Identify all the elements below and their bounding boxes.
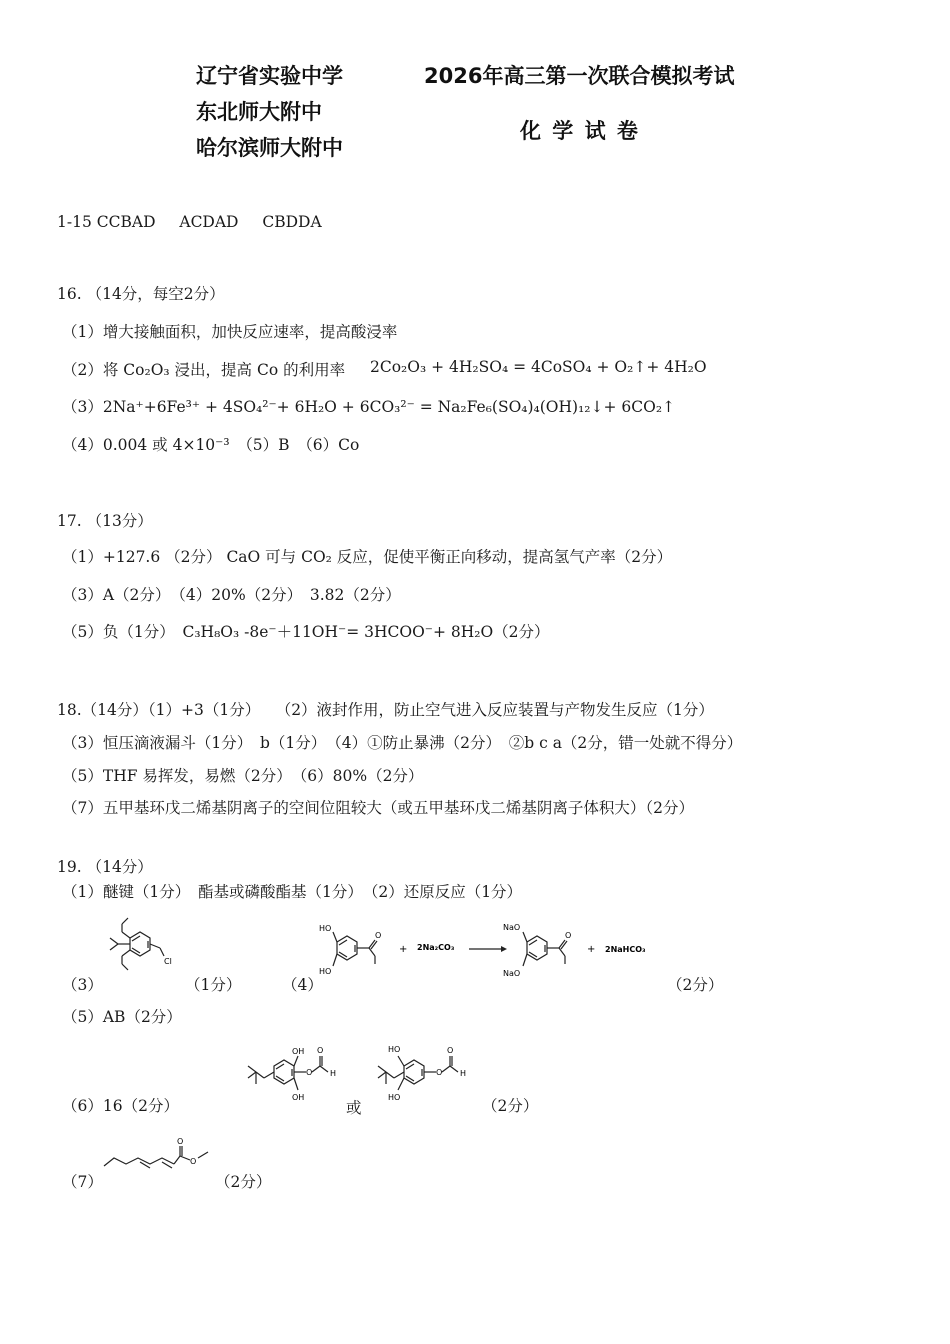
q19-line-1: （1）醚键（1分） 酯基或磷酸酯基（1分） （2）还原反应（1分） bbox=[62, 883, 523, 901]
q19-4-label: （4） bbox=[282, 976, 323, 994]
q18-line-2: （3）恒压滴液漏斗（1分） b（1分） （4）①防止暴沸（2分） ②b c a（2分，错一处就不得分） bbox=[62, 734, 743, 752]
q19-4-reaction bbox=[315, 916, 665, 990]
q19-6-structure-a bbox=[228, 1038, 348, 1113]
q19-4-reagent-nahco3: 2NaHCO₃ bbox=[605, 945, 646, 954]
q17-line-3: （5）负（1分） C₃H₈O₃ -8e⁻＋11OH⁻= 3HCOO⁻+ 8H₂O（2分） bbox=[62, 623, 550, 641]
q18-line-1: 18.（14分）（1）+3（1分） （2）液封作用，防止空气进入反应装置与产物发生反应（1分） bbox=[57, 701, 714, 719]
q19-5: （5）AB（2分） bbox=[62, 1008, 182, 1026]
q19-7-o-ester: O bbox=[190, 1157, 197, 1166]
q17-line-2: （3）A（2分） （4）20%（2分） 3.82（2分） bbox=[62, 586, 401, 604]
q19-3-score: （1分） bbox=[185, 976, 242, 994]
mc-label: 1-15 bbox=[57, 213, 92, 231]
q19-3-cl-label: Cl bbox=[164, 957, 172, 966]
q19-6b-h: H bbox=[460, 1069, 467, 1078]
q19-6b-ho-bottom: HO bbox=[388, 1093, 401, 1102]
q17-line-1: （1）+127.6 （2分） CaO 可与 CO₂ 反应，促使平衡正向移动，提高氢气产率（2分） bbox=[62, 548, 673, 566]
q18-line-4: （7）五甲基环戊二烯基阴离子的空间位阻较大（或五甲基环戊二烯基阴离子体积大）（2分） bbox=[62, 799, 694, 817]
q19-4-score: （2分） bbox=[667, 976, 724, 994]
q19-4-plus-2: + bbox=[587, 944, 596, 955]
q19-6b-o-link: O bbox=[436, 1068, 443, 1077]
q19-6b-ho-top: HO bbox=[388, 1045, 401, 1054]
q19-7-o-carbonyl: O bbox=[177, 1137, 184, 1146]
q16-line-1: （1）增大接触面积，加快反应速率，提高酸浸率 bbox=[62, 323, 398, 341]
q19-7-score: （2分） bbox=[215, 1173, 272, 1191]
q19-6-label: （6）16（2分） bbox=[62, 1097, 179, 1115]
q19-6a-h: H bbox=[330, 1069, 337, 1078]
q19-6a-oh-bottom: OH bbox=[292, 1093, 305, 1102]
q19-4-reactant-ho-top: HO bbox=[319, 924, 332, 933]
q19-6-or: 或 bbox=[346, 1099, 362, 1117]
q19-4-reagent-na2co3: 2Na₂CO₃ bbox=[417, 943, 455, 952]
q19-6-structure-b bbox=[362, 1038, 482, 1113]
q19-6a-o-carbonyl: O bbox=[317, 1046, 324, 1055]
q19-7-label: （7） bbox=[62, 1173, 103, 1191]
q19-4-product-o: O bbox=[565, 931, 572, 940]
q19-6a-oh-top: OH bbox=[292, 1047, 305, 1056]
q19-4-product-nao-bottom: NaO bbox=[503, 969, 521, 978]
q19-6a-o-link: O bbox=[306, 1068, 313, 1077]
q19-7-structure bbox=[100, 1134, 215, 1182]
q16-line-3: （3）2Na⁺+6Fe³⁺ + 4SO₄²⁻+ 6H₂O + 6CO₃²⁻ = Na₂Fe₆(SO₄)₄(OH)₁₂↓+ 6CO₂↑ bbox=[62, 398, 676, 416]
q19-3-structure bbox=[92, 912, 182, 992]
q19-6-score: （2分） bbox=[482, 1097, 539, 1115]
q19-4-reactant-ho-bottom: HO bbox=[319, 967, 332, 976]
school-3: 哈尔滨师大附中 bbox=[196, 136, 343, 160]
mc-group-1: CCBAD bbox=[96, 213, 156, 231]
q16-line-2b: 2Co₂O₃ + 4H₂SO₄ = 4CoSO₄ + O₂↑+ 4H₂O bbox=[370, 358, 707, 376]
mc-group-3: CBDDA bbox=[262, 213, 322, 231]
school-2: 东北师大附中 bbox=[196, 100, 322, 124]
q19-heading: 19. （14分） bbox=[57, 858, 153, 876]
q19-4-plus-1: + bbox=[399, 944, 408, 955]
q19-3-label: （3） bbox=[62, 976, 103, 994]
q16-line-2a: （2）将 Co₂O₃ 浸出，提高 Co 的利用率 bbox=[62, 361, 346, 379]
q17-heading: 17. （13分） bbox=[57, 512, 153, 530]
q16-line-4: （4）0.004 或 4×10⁻³ （5）B （6）Co bbox=[62, 436, 360, 454]
school-1: 辽宁省实验中学 bbox=[196, 64, 343, 88]
subject-title: 化 学 试 卷 bbox=[520, 119, 640, 143]
mc-group-2: ACDAD bbox=[179, 213, 239, 231]
q18-line-3: （5）THF 易挥发，易燃（2分） （6）80%（2分） bbox=[62, 767, 424, 785]
exam-title: 2026年高三第一次联合模拟考试 bbox=[424, 64, 735, 88]
mc-answers bbox=[57, 213, 322, 231]
q19-4-product-nao-top: NaO bbox=[503, 923, 521, 932]
q19-6b-o-carbonyl: O bbox=[447, 1046, 454, 1055]
q19-4-reactant-o: O bbox=[375, 931, 382, 940]
q16-heading: 16. （14分，每空2分） bbox=[57, 285, 225, 303]
